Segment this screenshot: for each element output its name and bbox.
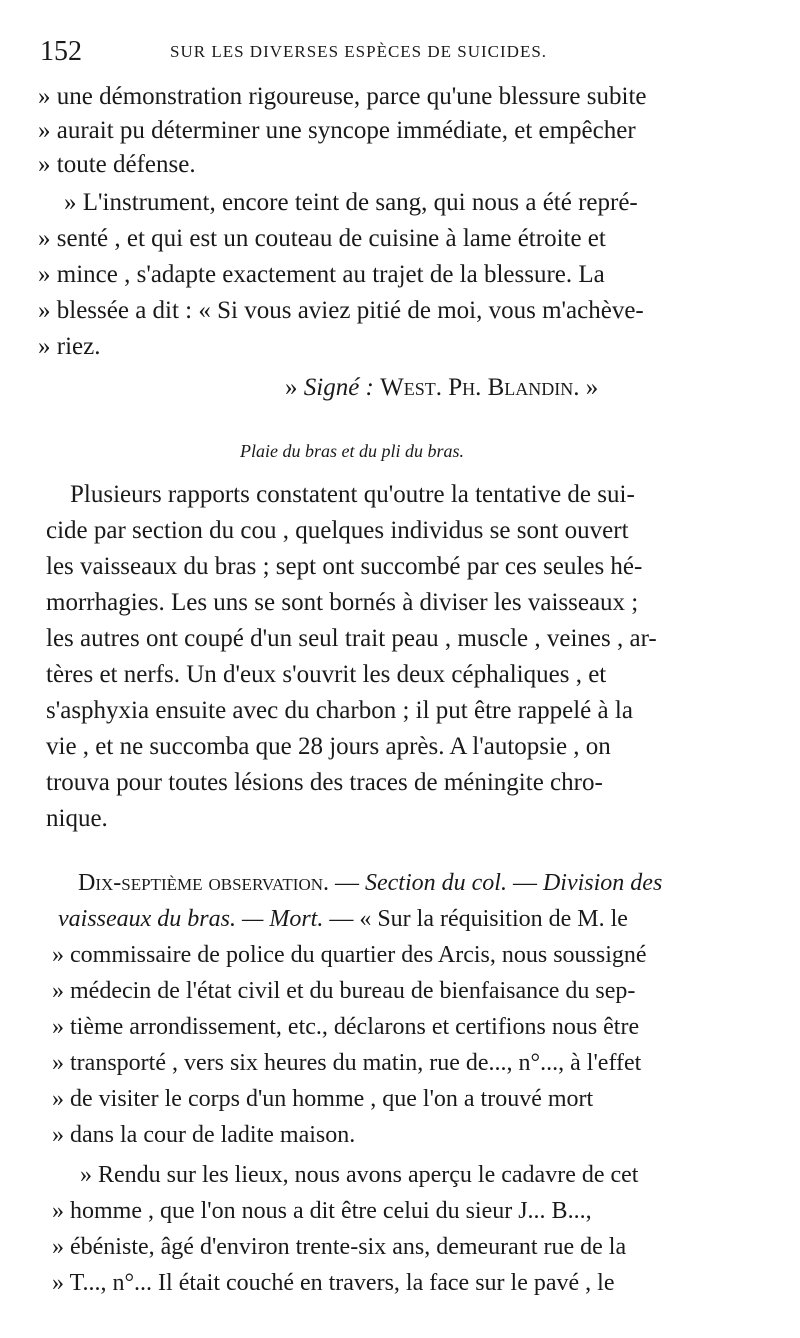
signature-line	[285, 371, 598, 405]
signature-names: West. Ph. Blandin.	[380, 374, 580, 401]
dash: —	[506, 870, 543, 896]
dash: —	[329, 870, 365, 896]
text-line: » de visiter le corps d'un homme , que l'on a trouvé mort	[52, 1086, 594, 1112]
observation-title: Dix-septième observation.	[78, 870, 329, 896]
running-head: SUR LES DIVERSES ESPÈCES DE SUICIDES.	[170, 42, 548, 61]
text-line: » aurait pu déterminer une syncope immédiate, et empêcher	[38, 117, 636, 144]
text-line: » blessée a dit : « Si vous aviez pitié de moi, vous m'achève-	[38, 297, 644, 324]
observation-italic: vaisseaux du bras. — Mort.	[58, 906, 324, 932]
text-line: » tième arrondissement, etc., déclarons et certifions nous être	[52, 1014, 640, 1040]
signature-label: Signé :	[303, 374, 374, 401]
text-line: » senté , et qui est un couteau de cuisine à lame étroite et	[38, 225, 606, 252]
observation-section: Section du col.	[365, 870, 507, 896]
text-line: morrhagies. Les uns se sont bornés à diviser les vaisseaux ;	[46, 589, 639, 616]
text-line: » ébéniste, âgé d'environ trente-six ans, demeurant rue de la	[52, 1234, 627, 1260]
text-line: vie , et ne succomba que 28 jours après. A l'autopsie , on	[46, 733, 611, 760]
text-line: » mince , s'adapte exactement au trajet de la blessure. La	[38, 261, 605, 288]
observation-division: Division des	[542, 870, 663, 896]
text-line: » L'instrument, encore teint de sang, qui nous a été repré-	[64, 189, 638, 216]
text-line: s'asphyxia ensuite avec du charbon ; il put être rappelé à la	[46, 697, 633, 724]
text-line: » transporté , vers six heures du matin, rue de..., n°..., à l'effet	[52, 1050, 642, 1076]
section-subheading: Plaie du bras et du pli du bras.	[240, 441, 464, 461]
text-line: les vaisseaux du bras ; sept ont succombé par ces seules hé-	[46, 553, 643, 580]
text-line	[58, 902, 760, 936]
text-line: » médecin de l'état civil et du bureau de bienfaisance du sep-	[52, 978, 636, 1004]
text-line: » Rendu sur les lieux, nous avons aperçu le cadavre de cet	[80, 1162, 639, 1188]
text-line: les autres ont coupé d'un seul trait peau , muscle , veines , ar-	[46, 625, 657, 652]
page-header	[40, 36, 760, 68]
text-line: » toute défense.	[38, 151, 196, 178]
text-line: » une démonstration rigoureuse, parce qu'une blessure subite	[38, 83, 647, 110]
text-span: — « Sur la réquisition de M. le	[323, 906, 628, 932]
text-line: trouva pour toutes lésions des traces de méningite chro-	[46, 769, 603, 796]
text-line: » dans la cour de ladite maison.	[52, 1122, 356, 1148]
text-line: » commissaire de police du quartier des Arcis, nous soussigné	[52, 942, 647, 968]
text-line: tères et nerfs. Un d'eux s'ouvrit les deux céphaliques , et	[46, 661, 607, 688]
page-number: 152	[40, 36, 82, 67]
text-line: » homme , que l'on nous a dit être celui du sieur J... B...,	[52, 1198, 592, 1224]
quote-mark: »	[585, 374, 599, 401]
text-line: Plusieurs rapports constatent qu'outre la tentative de sui-	[70, 481, 635, 508]
text-line: » riez.	[38, 333, 101, 360]
observation-heading-line	[78, 866, 760, 900]
quote-mark: »	[285, 374, 298, 401]
text-line: » T..., n°... Il était couché en travers, la face sur le pavé , le	[52, 1270, 615, 1296]
text-line: nique.	[46, 805, 108, 832]
text-line: cide par section du cou , quelques individus se sont ouvert	[46, 517, 629, 544]
